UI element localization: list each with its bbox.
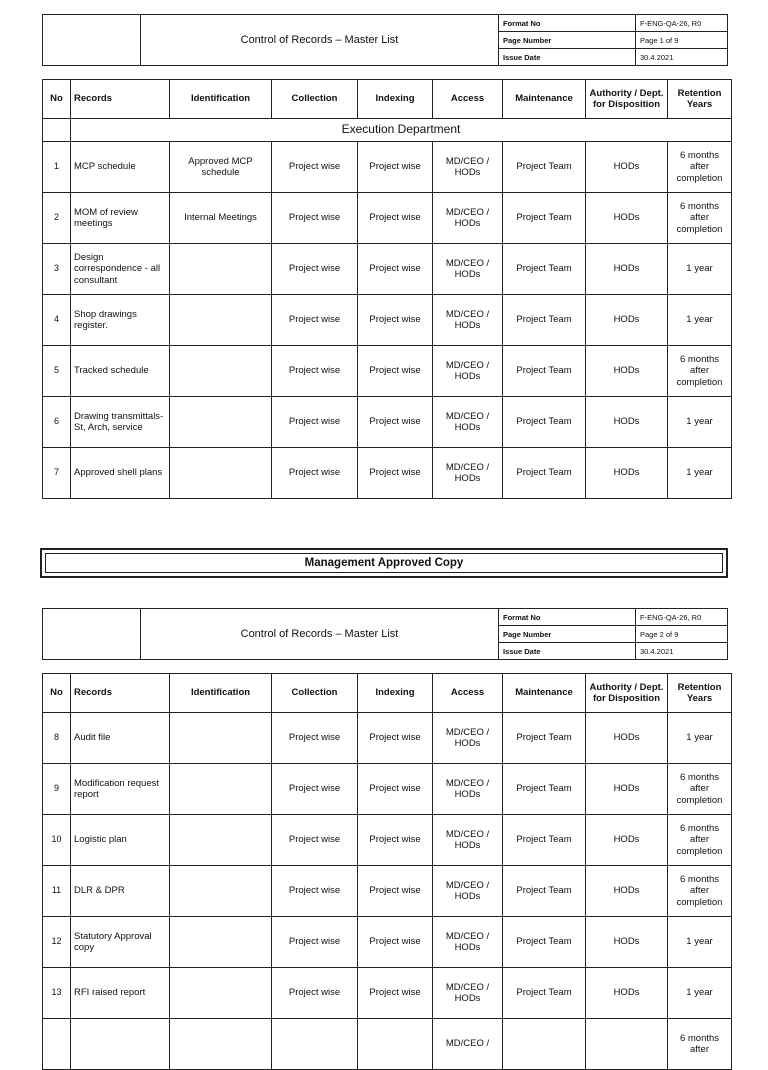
cell-no: 11 — [43, 866, 71, 917]
cell-indexing — [358, 1019, 433, 1070]
cell-identification — [170, 1019, 272, 1070]
cell-access: MD/CEO / HODs — [433, 713, 503, 764]
cell-access: MD/CEO / HODs — [433, 866, 503, 917]
cell-collection: Project wise — [272, 968, 358, 1019]
cell-collection: Project wise — [272, 448, 358, 499]
cell-authority: HODs — [586, 142, 668, 193]
cell-collection: Project wise — [272, 295, 358, 346]
cell-authority: HODs — [586, 764, 668, 815]
records-table — [42, 79, 732, 499]
cell-maintenance: Project Team — [503, 815, 586, 866]
department-title: Execution Department — [71, 119, 732, 142]
cell-identification — [170, 244, 272, 295]
cell-maintenance: Project Team — [503, 448, 586, 499]
cell-authority: HODs — [586, 244, 668, 295]
cell-collection — [272, 1019, 358, 1070]
col-header-authority: Authority / Dept. for Disposition — [586, 80, 668, 119]
cell-access: MD/CEO / HODs — [433, 244, 503, 295]
col-header-indexing: Indexing — [358, 80, 433, 119]
cell-access: MD/CEO / HODs — [433, 968, 503, 1019]
cell-identification — [170, 866, 272, 917]
cell-record: Statutory Approval copy — [71, 917, 170, 968]
cell-collection: Project wise — [272, 142, 358, 193]
cell-no: 3 — [43, 244, 71, 295]
col-header-records: Records — [71, 674, 170, 713]
cell-indexing: Project wise — [358, 866, 433, 917]
col-header-identification: Identification — [170, 674, 272, 713]
page-number-value: Page 1 of 9 — [636, 32, 728, 49]
cell-retention: 1 year — [668, 968, 732, 1019]
cell-record: Design correspondence - all consultant — [71, 244, 170, 295]
cell-no: 13 — [43, 968, 71, 1019]
cell-indexing: Project wise — [358, 244, 433, 295]
format-no-value: F-ENG-QA-26, R0 — [636, 15, 728, 32]
cell-maintenance: Project Team — [503, 866, 586, 917]
logo-placeholder — [43, 609, 141, 660]
cell-access: MD/CEO / — [433, 1019, 503, 1070]
cell-retention: 1 year — [668, 295, 732, 346]
cell-retention: 6 months after completion — [668, 142, 732, 193]
cell-indexing: Project wise — [358, 713, 433, 764]
table-row — [43, 866, 732, 917]
page-number-label: Page Number — [499, 32, 636, 49]
cell-retention: 6 months after — [668, 1019, 732, 1070]
cell-collection: Project wise — [272, 815, 358, 866]
cell-indexing: Project wise — [358, 295, 433, 346]
table-row — [43, 244, 732, 295]
cell-maintenance: Project Team — [503, 713, 586, 764]
cell-authority — [586, 1019, 668, 1070]
col-header-no: No — [43, 674, 71, 713]
col-header-collection: Collection — [272, 674, 358, 713]
cell-access: MD/CEO / HODs — [433, 764, 503, 815]
table-header-row — [43, 674, 732, 713]
logo-placeholder — [43, 15, 141, 66]
cell-indexing: Project wise — [358, 815, 433, 866]
cell-no: 5 — [43, 346, 71, 397]
cell-maintenance: Project Team — [503, 142, 586, 193]
cell-collection: Project wise — [272, 764, 358, 815]
cell-maintenance: Project Team — [503, 193, 586, 244]
cell-maintenance: Project Team — [503, 295, 586, 346]
cell-no: 2 — [43, 193, 71, 244]
table-row — [43, 397, 732, 448]
cell-record: Logistic plan — [71, 815, 170, 866]
cell-maintenance: Project Team — [503, 917, 586, 968]
col-header-retention: Retention Years — [668, 80, 732, 119]
cell-indexing: Project wise — [358, 968, 433, 1019]
cell-collection: Project wise — [272, 244, 358, 295]
cell-identification — [170, 713, 272, 764]
format-no-value: F-ENG-QA-26, R0 — [636, 609, 728, 626]
cell-identification — [170, 815, 272, 866]
cell-authority: HODs — [586, 917, 668, 968]
cell-indexing: Project wise — [358, 193, 433, 244]
cell-access: MD/CEO / HODs — [433, 448, 503, 499]
col-header-records: Records — [71, 80, 170, 119]
table-row — [43, 142, 732, 193]
cell-no: 12 — [43, 917, 71, 968]
cell-collection: Project wise — [272, 346, 358, 397]
table-row — [43, 448, 732, 499]
col-header-indexing: Indexing — [358, 674, 433, 713]
issue-date-label: Issue Date — [499, 49, 636, 66]
cell-no: 6 — [43, 397, 71, 448]
cell-no: 9 — [43, 764, 71, 815]
cell-identification: Approved MCP schedule — [170, 142, 272, 193]
cell-collection: Project wise — [272, 397, 358, 448]
cell-no — [43, 1019, 71, 1070]
table-row — [43, 1019, 732, 1070]
page-number-value: Page 2 of 9 — [636, 626, 728, 643]
format-no-label: Format No — [499, 609, 636, 626]
cell-record: Modification request report — [71, 764, 170, 815]
approved-copy-banner — [40, 548, 728, 578]
cell-access: MD/CEO / HODs — [433, 346, 503, 397]
table-row — [43, 295, 732, 346]
table-row — [43, 193, 732, 244]
cell-indexing: Project wise — [358, 346, 433, 397]
cell-authority: HODs — [586, 295, 668, 346]
cell-identification — [170, 764, 272, 815]
cell-collection: Project wise — [272, 866, 358, 917]
issue-date-value: 30.4.2021 — [636, 643, 728, 660]
cell-indexing: Project wise — [358, 397, 433, 448]
cell-no: 7 — [43, 448, 71, 499]
cell-authority: HODs — [586, 193, 668, 244]
cell-identification — [170, 346, 272, 397]
table-row — [43, 764, 732, 815]
department-row — [43, 119, 732, 142]
table-row — [43, 968, 732, 1019]
col-header-no: No — [43, 80, 71, 119]
doc-title: Control of Records – Master List — [141, 609, 499, 660]
cell-access: MD/CEO / HODs — [433, 815, 503, 866]
cell-indexing: Project wise — [358, 917, 433, 968]
cell-collection: Project wise — [272, 917, 358, 968]
cell-record: DLR & DPR — [71, 866, 170, 917]
cell-record: MCP schedule — [71, 142, 170, 193]
col-header-access: Access — [433, 674, 503, 713]
doc-title: Control of Records – Master List — [141, 15, 499, 66]
cell-retention: 1 year — [668, 397, 732, 448]
cell-maintenance: Project Team — [503, 346, 586, 397]
col-header-identification: Identification — [170, 80, 272, 119]
cell-maintenance — [503, 1019, 586, 1070]
cell-identification — [170, 397, 272, 448]
cell-identification — [170, 917, 272, 968]
cell-indexing: Project wise — [358, 764, 433, 815]
col-header-access: Access — [433, 80, 503, 119]
page-number-label: Page Number — [499, 626, 636, 643]
cell-retention: 1 year — [668, 713, 732, 764]
table-row — [43, 713, 732, 764]
table-row — [43, 815, 732, 866]
issue-date-value: 30.4.2021 — [636, 49, 728, 66]
cell-record: Drawing transmittals- St, Arch, service — [71, 397, 170, 448]
cell-retention: 6 months after completion — [668, 193, 732, 244]
cell-identification — [170, 295, 272, 346]
cell-record: MOM of review meetings — [71, 193, 170, 244]
cell-retention: 6 months after completion — [668, 815, 732, 866]
table-row — [43, 346, 732, 397]
cell-authority: HODs — [586, 815, 668, 866]
table-header-row — [43, 80, 732, 119]
col-header-retention: Retention Years — [668, 674, 732, 713]
cell-identification — [170, 448, 272, 499]
cell-authority: HODs — [586, 397, 668, 448]
cell-maintenance: Project Team — [503, 397, 586, 448]
cell-record: Tracked schedule — [71, 346, 170, 397]
cell-record — [71, 1019, 170, 1070]
cell-maintenance: Project Team — [503, 968, 586, 1019]
cell-access: MD/CEO / HODs — [433, 295, 503, 346]
cell-no: 4 — [43, 295, 71, 346]
cell-collection: Project wise — [272, 193, 358, 244]
doc-header — [42, 14, 728, 66]
cell-record: RFI raised report — [71, 968, 170, 1019]
cell-retention: 1 year — [668, 917, 732, 968]
cell-authority: HODs — [586, 346, 668, 397]
cell-authority: HODs — [586, 713, 668, 764]
table-row — [43, 917, 732, 968]
cell-retention: 1 year — [668, 448, 732, 499]
cell-maintenance: Project Team — [503, 244, 586, 295]
col-header-collection: Collection — [272, 80, 358, 119]
cell-indexing: Project wise — [358, 448, 433, 499]
issue-date-label: Issue Date — [499, 643, 636, 660]
approved-copy-label: Management Approved Copy — [45, 553, 723, 573]
cell-record: Audit file — [71, 713, 170, 764]
cell-access: MD/CEO / HODs — [433, 397, 503, 448]
cell-retention: 6 months after completion — [668, 764, 732, 815]
format-no-label: Format No — [499, 15, 636, 32]
cell-authority: HODs — [586, 866, 668, 917]
cell-maintenance: Project Team — [503, 764, 586, 815]
col-header-authority: Authority / Dept. for Disposition — [586, 674, 668, 713]
cell-authority: HODs — [586, 448, 668, 499]
cell-access: MD/CEO / HODs — [433, 193, 503, 244]
cell-access: MD/CEO / HODs — [433, 917, 503, 968]
col-header-maintenance: Maintenance — [503, 80, 586, 119]
cell-record: Approved shell plans — [71, 448, 170, 499]
cell-identification: Internal Meetings — [170, 193, 272, 244]
cell-retention: 6 months after completion — [668, 866, 732, 917]
cell-collection: Project wise — [272, 713, 358, 764]
cell-no: 10 — [43, 815, 71, 866]
cell-record: Shop drawings register. — [71, 295, 170, 346]
cell-identification — [170, 968, 272, 1019]
cell-access: MD/CEO / HODs — [433, 142, 503, 193]
cell-authority: HODs — [586, 968, 668, 1019]
records-table — [42, 673, 732, 1070]
cell-no: 1 — [43, 142, 71, 193]
cell-indexing: Project wise — [358, 142, 433, 193]
cell-retention: 6 months after completion — [668, 346, 732, 397]
cell-retention: 1 year — [668, 244, 732, 295]
doc-header — [42, 608, 728, 660]
cell-no: 8 — [43, 713, 71, 764]
col-header-maintenance: Maintenance — [503, 674, 586, 713]
